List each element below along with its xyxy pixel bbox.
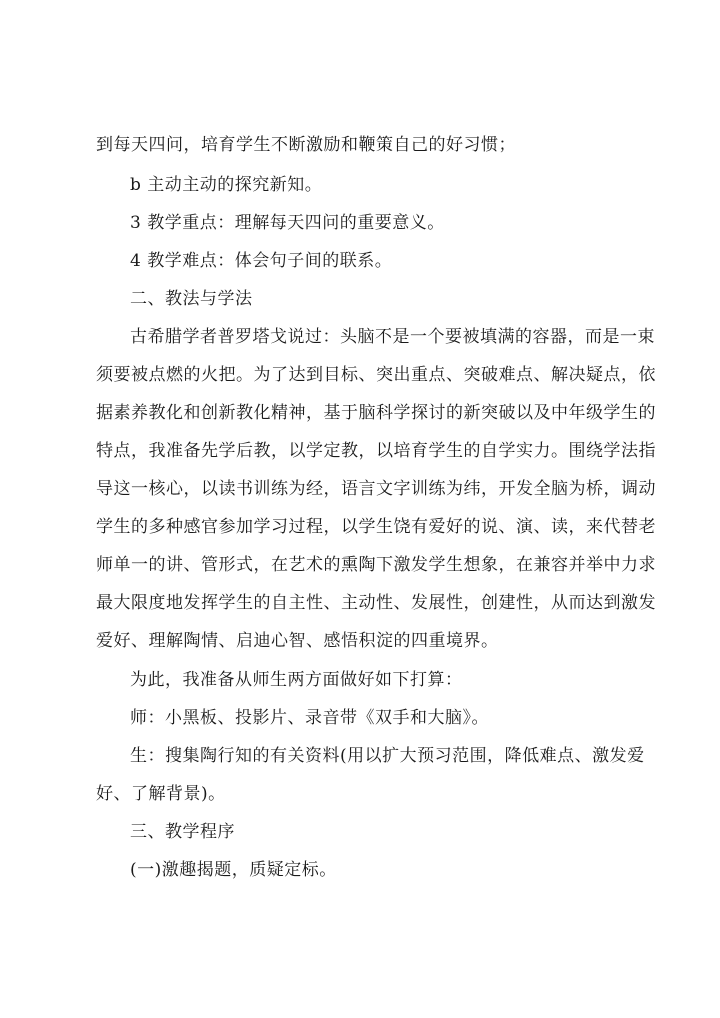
objective-b-line: b 主动主动的探究新知。 — [130, 175, 323, 195]
paragraph-line: 爱好、理解陶情、启迪心智、感悟积淀的四重境界。 — [96, 631, 499, 651]
subsection-heading: (一)激趣揭题，质疑定标。 — [130, 860, 337, 880]
paragraph-line: 师单一的讲、管形式，在艺术的熏陶下激发学生想象，在兼容并举中力求 — [96, 555, 656, 575]
paragraph-line: 学生的多种感官参加学习过程，以学生饶有爱好的说、演、读，来代替老 — [96, 517, 656, 537]
paragraph-line: 好、了解背景)。 — [96, 784, 226, 804]
paragraph-line: 须要被点燃的火把。为了达到目标、突出重点、突破难点、解决疑点，依 — [96, 365, 656, 385]
teaching-focus-line: 3 教学重点：理解每天四问的重要意义。 — [130, 213, 445, 233]
paragraph-line: 最大限度地发挥学生的自主性、主动性、发展性，创建性，从而达到激发 — [96, 593, 656, 613]
student-prep-line: 生：搜集陶行知的有关资料(用以扩大预习范围，降低难点、激发爱 — [130, 746, 645, 766]
paragraph-line: 特点，我准备先学后教，以学定教，以培育学生的自学实力。围绕学法指 — [96, 441, 656, 461]
paragraph-line: 据素养教化和创新教化精神，基于脑科学探讨的新突破以及中年级学生的 — [96, 403, 656, 423]
teaching-difficulty-line: 4 教学难点：体会句子间的联系。 — [130, 251, 393, 271]
paragraph-line: 为此，我准备从师生两方面做好如下打算： — [130, 670, 463, 690]
section-heading-methods: 二、教法与学法 — [130, 289, 253, 309]
paragraph-line: 导这一核心，以读书训练为经，语言文字训练为纬，开发全脑为桥，调动 — [96, 479, 656, 499]
paragraph-line: 到每天四问，培育学生不断激励和鞭策自己的好习惯； — [96, 135, 516, 155]
paragraph-line: 古希腊学者普罗塔戈说过：头脑不是一个要被填满的容器，而是一束 — [130, 327, 655, 347]
section-heading-procedure: 三、教学程序 — [130, 822, 235, 842]
teacher-prep-line: 师：小黑板、投影片、录音带《双手和大脑》。 — [130, 708, 489, 728]
